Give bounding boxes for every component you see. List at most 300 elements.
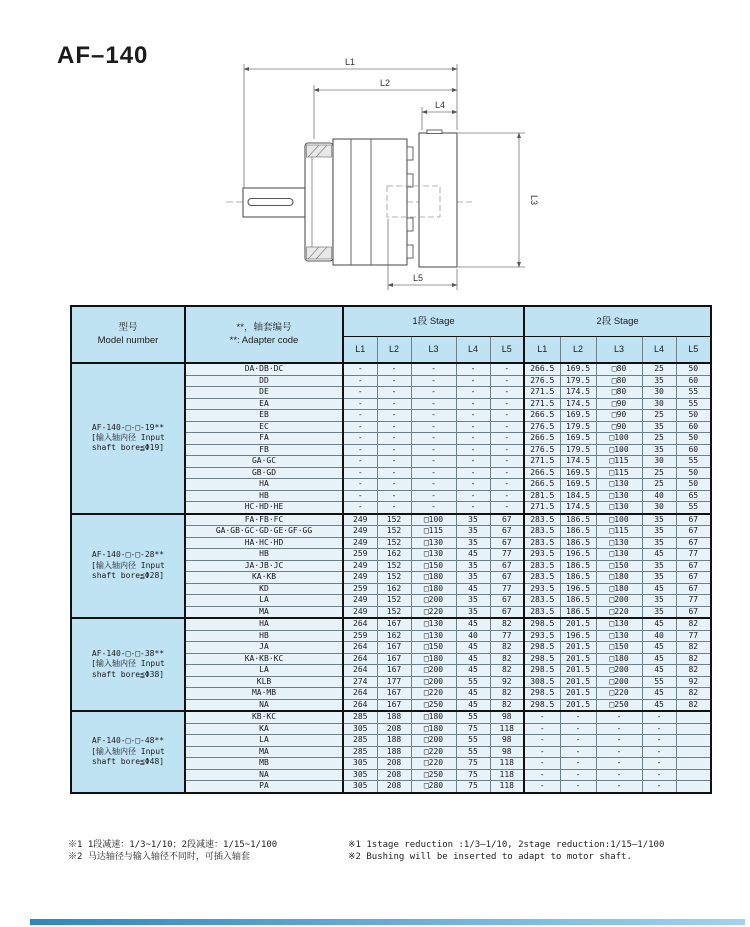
dim-value-cell: 25 — [642, 363, 676, 375]
dim-value-cell: - — [343, 444, 377, 456]
dim-value-cell: □250 — [596, 699, 642, 711]
dim-value-cell: 179.5 — [560, 375, 596, 387]
dim-value-cell: □100 — [596, 444, 642, 456]
header-col-stage1-L4: L4 — [456, 337, 490, 364]
dim-value-cell: 45 — [642, 618, 676, 630]
dim-value-cell: 208 — [377, 758, 411, 770]
adapter-code-cell: EA — [185, 398, 343, 410]
dim-value-cell: 298.5 — [524, 665, 560, 677]
dim-value-cell: 77 — [676, 630, 711, 642]
dim-value-cell: - — [596, 746, 642, 758]
header-col-stage2-L2: L2 — [560, 337, 596, 364]
dim-value-cell: □180 — [411, 711, 456, 723]
dim-value-cell: 35 — [642, 526, 676, 538]
adapter-code-cell: GB·GD — [185, 467, 343, 479]
header-model-zh: 型号 — [118, 321, 138, 333]
dim-value-cell: - — [524, 723, 560, 735]
dim-value-cell: - — [490, 479, 524, 491]
dim-value-cell: - — [490, 456, 524, 468]
dim-value-cell: 67 — [676, 572, 711, 584]
dim-value-cell: □150 — [411, 642, 456, 654]
dim-value-cell: 45 — [456, 642, 490, 654]
dim-value-cell: 67 — [676, 583, 711, 595]
dim-value-cell: 45 — [642, 688, 676, 700]
dim-value-cell: - — [596, 711, 642, 723]
dim-value-cell: 169.5 — [560, 433, 596, 445]
dim-value-cell: □200 — [596, 676, 642, 688]
dim-value-cell: - — [560, 723, 596, 735]
dim-value-cell: □200 — [596, 595, 642, 607]
dim-value-cell: 67 — [490, 572, 524, 584]
dim-value-cell: 77 — [490, 583, 524, 595]
adapter-code-cell: FB — [185, 444, 343, 456]
dim-value-cell: 208 — [377, 781, 411, 793]
adapter-code-cell: HA·HC·HD — [185, 537, 343, 549]
dim-value-cell: - — [343, 410, 377, 422]
dim-value-cell: 169.5 — [560, 479, 596, 491]
dim-value-cell: 82 — [490, 688, 524, 700]
dim-value-cell: □130 — [411, 549, 456, 561]
dim-value-cell: 179.5 — [560, 444, 596, 456]
dim-value-cell: 55 — [642, 676, 676, 688]
dim-value-cell: 201.5 — [560, 653, 596, 665]
dim-value-cell: - — [343, 479, 377, 491]
dim-value-cell: 179.5 — [560, 421, 596, 433]
dim-value-cell: 40 — [456, 630, 490, 642]
page-title: AF–140 — [57, 42, 149, 69]
dim-value-cell: - — [377, 410, 411, 422]
dim-value-cell: 35 — [456, 526, 490, 538]
dim-value-cell: - — [411, 467, 456, 479]
dim-value-cell — [676, 769, 711, 781]
dim-value-cell: 152 — [377, 526, 411, 538]
dim-value-cell: - — [490, 410, 524, 422]
adapter-code-cell: GA·GC — [185, 456, 343, 468]
dim-value-cell: 45 — [456, 688, 490, 700]
dim-value-cell: - — [560, 758, 596, 770]
dim-value-cell: 45 — [456, 699, 490, 711]
adapter-code-cell: LA — [185, 595, 343, 607]
dim-value-cell: □200 — [596, 665, 642, 677]
dim-value-cell: 298.5 — [524, 618, 560, 630]
dim-value-cell: 162 — [377, 630, 411, 642]
dim-value-cell: □220 — [411, 606, 456, 618]
dim-value-cell: □130 — [596, 537, 642, 549]
dim-value-cell: 208 — [377, 723, 411, 735]
dim-value-cell: 67 — [490, 537, 524, 549]
dim-value-cell: 45 — [642, 665, 676, 677]
header-col-stage2-L1: L1 — [524, 337, 560, 364]
dim-value-cell: 174.5 — [560, 502, 596, 514]
table-row — [71, 618, 711, 630]
dim-value-cell: - — [524, 758, 560, 770]
adapter-code-cell: KA·KB·KC — [185, 653, 343, 665]
dim-value-cell: 45 — [456, 665, 490, 677]
dim-value-cell: 186.5 — [560, 560, 596, 572]
dim-value-cell: 298.5 — [524, 653, 560, 665]
dim-value-cell: - — [490, 421, 524, 433]
dim-value-cell: - — [560, 711, 596, 723]
dim-value-cell: 77 — [490, 630, 524, 642]
header-col-stage2-L3: L3 — [596, 337, 642, 364]
dim-value-cell: 35 — [642, 375, 676, 387]
adapter-code-cell: LA — [185, 735, 343, 747]
dim-value-cell: - — [596, 758, 642, 770]
dim-value-cell: 283.5 — [524, 572, 560, 584]
dim-value-cell: 75 — [456, 781, 490, 793]
dim-value-cell: 82 — [490, 642, 524, 654]
header-model-en: Model number — [97, 334, 159, 346]
dim-value-cell: 67 — [490, 606, 524, 618]
adapter-code-cell: KB·KC — [185, 711, 343, 723]
dim-value-cell: 55 — [456, 735, 490, 747]
dim-value-cell: 67 — [676, 560, 711, 572]
dim-value-cell: 35 — [642, 606, 676, 618]
dim-label-L5: L5 — [412, 273, 424, 283]
dim-value-cell: - — [411, 387, 456, 399]
dim-value-cell: - — [456, 490, 490, 502]
header-col-stage1-L5: L5 — [490, 337, 524, 364]
dim-label-L2: L2 — [379, 78, 391, 88]
dim-value-cell: 184.5 — [560, 490, 596, 502]
dim-value-cell: 82 — [676, 699, 711, 711]
dim-value-cell: 35 — [456, 537, 490, 549]
dim-value-cell: - — [456, 421, 490, 433]
dim-value-cell — [676, 746, 711, 758]
dim-value-cell: 30 — [642, 387, 676, 399]
dim-value-cell: - — [524, 746, 560, 758]
dim-value-cell: 67 — [676, 514, 711, 526]
dim-value-cell: □115 — [596, 526, 642, 538]
dim-value-cell: - — [490, 398, 524, 410]
dim-value-cell: - — [490, 375, 524, 387]
dim-value-cell: □280 — [411, 781, 456, 793]
dim-value-cell: □250 — [411, 699, 456, 711]
dim-value-cell: 35 — [456, 606, 490, 618]
dim-value-cell: □90 — [596, 410, 642, 422]
dim-value-cell: - — [377, 479, 411, 491]
dim-value-cell: □180 — [411, 653, 456, 665]
dim-label-L4: L4 — [434, 100, 446, 110]
dim-value-cell: 45 — [642, 642, 676, 654]
dim-value-cell: 82 — [490, 699, 524, 711]
dim-value-cell: 186.5 — [560, 572, 596, 584]
dim-value-cell: - — [343, 387, 377, 399]
dim-value-cell: 201.5 — [560, 688, 596, 700]
adapter-code-cell: NA — [185, 699, 343, 711]
dim-value-cell: - — [596, 769, 642, 781]
dim-value-cell: 305 — [343, 769, 377, 781]
dim-value-cell: 45 — [456, 549, 490, 561]
dim-value-cell: 259 — [343, 630, 377, 642]
header-col-stage2-L4: L4 — [642, 337, 676, 364]
dim-value-cell: 186.5 — [560, 606, 596, 618]
dim-value-cell: 65 — [676, 490, 711, 502]
dim-value-cell: 264 — [343, 688, 377, 700]
dim-value-cell: 283.5 — [524, 537, 560, 549]
adapter-code-cell: HA — [185, 479, 343, 491]
dim-value-cell: □130 — [596, 630, 642, 642]
dim-value-cell: 35 — [642, 595, 676, 607]
dim-value-cell: - — [596, 735, 642, 747]
footnote-zh-1: ※1 1段减速：1/3~1/10；2段减速：1/15~1/100 — [68, 840, 278, 850]
dim-value-cell: 249 — [343, 514, 377, 526]
dim-value-cell: 264 — [343, 618, 377, 630]
dim-value-cell: 55 — [456, 746, 490, 758]
dim-value-cell: □130 — [411, 537, 456, 549]
dim-value-cell: □180 — [596, 572, 642, 584]
dim-value-cell: 82 — [676, 618, 711, 630]
dim-value-cell: □130 — [596, 479, 642, 491]
footnote-zh-2: ※2 马达轴径与输入轴径不同时，可插入轴套 — [68, 851, 250, 862]
dim-value-cell: 45 — [456, 618, 490, 630]
dim-value-cell: 152 — [377, 606, 411, 618]
table-row — [71, 514, 711, 526]
dim-value-cell: 118 — [490, 723, 524, 735]
dim-value-cell: 201.5 — [560, 642, 596, 654]
dim-value-cell: 283.5 — [524, 560, 560, 572]
dim-value-cell: 92 — [490, 676, 524, 688]
dim-value-cell: 259 — [343, 549, 377, 561]
adapter-code-cell: JA·JB·JC — [185, 560, 343, 572]
dim-value-cell: □200 — [411, 595, 456, 607]
dim-value-cell: □150 — [411, 560, 456, 572]
dim-value-cell: 35 — [456, 595, 490, 607]
dim-value-cell: - — [490, 444, 524, 456]
dim-value-cell: □200 — [411, 735, 456, 747]
dim-value-cell: 67 — [676, 606, 711, 618]
dim-value-cell: 82 — [490, 665, 524, 677]
dim-value-cell: 45 — [642, 583, 676, 595]
dim-value-cell: 186.5 — [560, 514, 596, 526]
dim-value-cell: □180 — [411, 572, 456, 584]
dim-value-cell: - — [343, 421, 377, 433]
dim-value-cell: 35 — [642, 421, 676, 433]
dim-value-cell: 35 — [456, 560, 490, 572]
footnote-en-1: ※1 1stage reduction :1/3—1/10, 2stage reduction:1/15—1/100 — [348, 840, 665, 850]
dim-value-cell: 55 — [676, 502, 711, 514]
dim-value-cell: 30 — [642, 398, 676, 410]
dim-value-cell: - — [456, 410, 490, 422]
dim-value-cell: □130 — [596, 502, 642, 514]
dim-value-cell: 188 — [377, 746, 411, 758]
dim-value-cell: 249 — [343, 537, 377, 549]
dim-value-cell: - — [456, 398, 490, 410]
header-adapter-code — [185, 306, 343, 363]
dim-value-cell: - — [642, 711, 676, 723]
header-col-stage1-L3: L3 — [411, 337, 456, 364]
dim-value-cell: - — [343, 363, 377, 375]
adapter-code-cell: NA — [185, 769, 343, 781]
dim-value-cell: - — [560, 746, 596, 758]
adapter-code-cell: LA — [185, 665, 343, 677]
dim-value-cell: 249 — [343, 526, 377, 538]
dim-value-cell: □100 — [411, 514, 456, 526]
dim-value-cell: □150 — [596, 560, 642, 572]
dim-value-cell: 186.5 — [560, 595, 596, 607]
dim-value-cell: 118 — [490, 781, 524, 793]
model-number-cell: AF-140-□-□-28** [输入轴内径 Input shaft bore≦Φ28] — [71, 514, 185, 619]
dim-value-cell: 50 — [676, 479, 711, 491]
dim-value-cell: 167 — [377, 688, 411, 700]
dim-value-cell: - — [642, 758, 676, 770]
adapter-code-cell: DA·DB·DC — [185, 363, 343, 375]
dim-value-cell: 98 — [490, 735, 524, 747]
dim-label-L1: L1 — [344, 57, 356, 67]
dim-value-cell: 25 — [642, 479, 676, 491]
dim-value-cell: 298.5 — [524, 699, 560, 711]
dim-value-cell: 55 — [676, 456, 711, 468]
dim-value-cell: 249 — [343, 560, 377, 572]
dim-value-cell: 55 — [456, 676, 490, 688]
dim-value-cell: - — [524, 735, 560, 747]
dim-value-cell: 293.5 — [524, 630, 560, 642]
dim-value-cell: 167 — [377, 618, 411, 630]
adapter-code-cell: HB — [185, 549, 343, 561]
dim-value-cell: 188 — [377, 711, 411, 723]
dim-value-cell — [676, 758, 711, 770]
dim-value-cell: □220 — [411, 688, 456, 700]
dim-value-cell: 77 — [490, 549, 524, 561]
dim-value-cell: - — [642, 735, 676, 747]
dim-value-cell: - — [377, 375, 411, 387]
dim-value-cell: □90 — [596, 421, 642, 433]
dim-value-cell: - — [411, 502, 456, 514]
dim-value-cell: 293.5 — [524, 583, 560, 595]
adapter-code-cell: FA — [185, 433, 343, 445]
dim-value-cell: □80 — [596, 375, 642, 387]
dim-value-cell: 208 — [377, 769, 411, 781]
dim-value-cell: 118 — [490, 758, 524, 770]
dim-value-cell: - — [343, 375, 377, 387]
adapter-code-cell: HB — [185, 490, 343, 502]
dim-value-cell: □100 — [596, 433, 642, 445]
dim-value-cell: - — [411, 479, 456, 491]
model-number-cell: AF-140-□-□-19** [输入轴内径 Input shaft bore≦Φ19] — [71, 363, 185, 514]
dim-value-cell: 152 — [377, 572, 411, 584]
adapter-code-cell: FA·FB·FC — [185, 514, 343, 526]
dim-value-cell: - — [377, 467, 411, 479]
adapter-code-cell: EC — [185, 421, 343, 433]
dim-value-cell: 118 — [490, 769, 524, 781]
dim-value-cell: □220 — [411, 758, 456, 770]
dim-value-cell: - — [411, 363, 456, 375]
dim-value-cell: - — [490, 363, 524, 375]
dim-value-cell: 82 — [490, 653, 524, 665]
dim-value-cell: - — [524, 781, 560, 793]
model-number-cell: AF-140-□-□-48** [输入轴内径 Input shaft bore≦Φ48] — [71, 711, 185, 793]
dim-value-cell: 264 — [343, 665, 377, 677]
dim-value-cell: 201.5 — [560, 676, 596, 688]
dim-value-cell: 60 — [676, 375, 711, 387]
dim-value-cell: 50 — [676, 433, 711, 445]
dim-value-cell: 259 — [343, 583, 377, 595]
page-footer-bar — [30, 919, 745, 925]
dim-value-cell: 55 — [676, 387, 711, 399]
footnote-en-2: ※2 Bushing will be inserted to adapt to motor shaft. — [348, 851, 632, 862]
dim-value-cell: □90 — [596, 398, 642, 410]
dim-value-cell: 25 — [642, 433, 676, 445]
dim-value-cell: □130 — [596, 549, 642, 561]
dim-value-cell: 152 — [377, 560, 411, 572]
dim-value-cell: 35 — [642, 514, 676, 526]
dim-value-cell: 305 — [343, 781, 377, 793]
dim-value-cell — [676, 711, 711, 723]
dim-value-cell: 174.5 — [560, 387, 596, 399]
dim-value-cell: - — [456, 375, 490, 387]
dim-value-cell: 264 — [343, 699, 377, 711]
dim-value-cell: 55 — [676, 398, 711, 410]
dim-value-cell: □180 — [411, 583, 456, 595]
spec-table — [70, 305, 712, 794]
front-flange — [305, 143, 333, 261]
dim-value-cell: 67 — [490, 526, 524, 538]
dim-value-cell: - — [343, 433, 377, 445]
adapter-code-cell: MA — [185, 746, 343, 758]
dim-value-cell: 196.5 — [560, 630, 596, 642]
dim-value-cell: □115 — [411, 526, 456, 538]
dim-value-cell: □115 — [596, 456, 642, 468]
dim-value-cell: - — [343, 490, 377, 502]
dim-value-cell: - — [377, 444, 411, 456]
dim-value-cell: 35 — [456, 514, 490, 526]
dim-value-cell: 162 — [377, 583, 411, 595]
adapter-code-cell: HA — [185, 618, 343, 630]
dim-value-cell: 305 — [343, 723, 377, 735]
dim-value-cell: - — [456, 456, 490, 468]
adapter-code-cell: HC·HD·HE — [185, 502, 343, 514]
dim-L3 — [458, 133, 525, 267]
dim-value-cell: 35 — [456, 572, 490, 584]
dim-value-cell: - — [456, 467, 490, 479]
dim-value-cell: 82 — [676, 665, 711, 677]
adapter-code-cell: EB — [185, 410, 343, 422]
dim-value-cell: - — [411, 433, 456, 445]
dim-value-cell: □180 — [411, 723, 456, 735]
dim-value-cell: - — [411, 421, 456, 433]
dim-value-cell: 201.5 — [560, 665, 596, 677]
dim-value-cell: □80 — [596, 387, 642, 399]
dim-value-cell: - — [377, 456, 411, 468]
dim-value-cell: 283.5 — [524, 526, 560, 538]
dim-value-cell: 266.5 — [524, 433, 560, 445]
adapter-code-cell: MB — [185, 758, 343, 770]
adapter-code-cell: JA — [185, 642, 343, 654]
dim-value-cell: 264 — [343, 653, 377, 665]
dim-value-cell: - — [377, 387, 411, 399]
dim-value-cell: 75 — [456, 758, 490, 770]
dim-value-cell: 271.5 — [524, 398, 560, 410]
dim-value-cell: - — [596, 723, 642, 735]
model-number-cell: AF-140-□-□-38** [输入轴内径 Input shaft bore≦Φ38] — [71, 618, 185, 711]
dim-value-cell: 169.5 — [560, 363, 596, 375]
dim-value-cell: - — [456, 363, 490, 375]
dim-value-cell: - — [411, 398, 456, 410]
gear-housing — [333, 139, 413, 265]
header-model-number — [71, 306, 185, 363]
dim-value-cell: 276.5 — [524, 421, 560, 433]
dim-value-cell: - — [490, 387, 524, 399]
dim-value-cell: - — [377, 398, 411, 410]
dim-value-cell: 293.5 — [524, 549, 560, 561]
dim-value-cell: 285 — [343, 735, 377, 747]
dim-value-cell: 77 — [676, 595, 711, 607]
dim-value-cell: 67 — [490, 514, 524, 526]
dim-value-cell: - — [456, 433, 490, 445]
dim-value-cell: 201.5 — [560, 699, 596, 711]
dim-value-cell: 283.5 — [524, 595, 560, 607]
dim-value-cell: 25 — [642, 467, 676, 479]
